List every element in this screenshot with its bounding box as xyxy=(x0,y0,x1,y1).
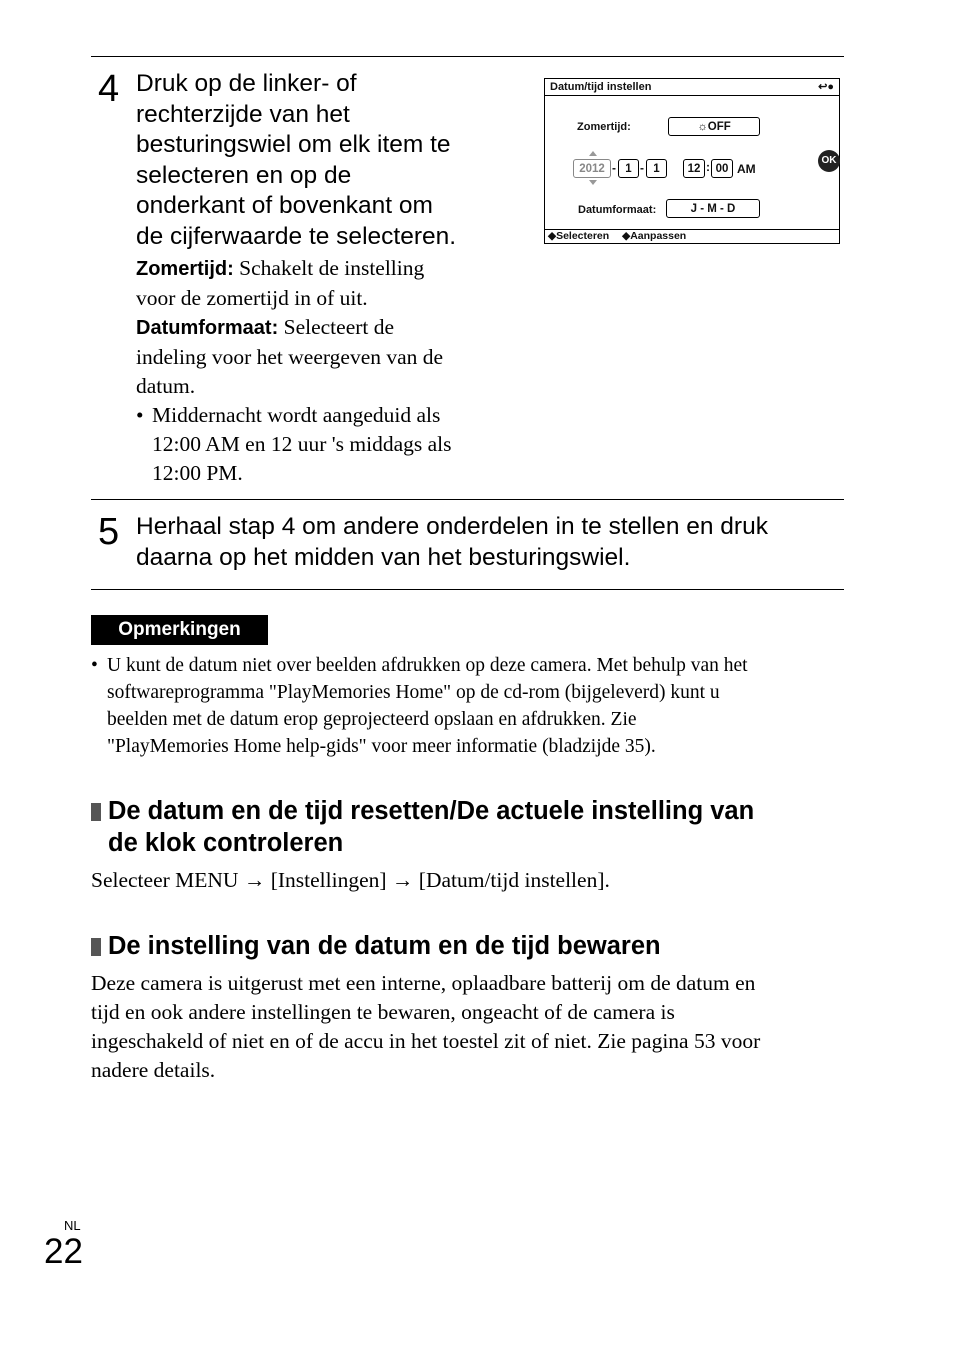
section-2-text xyxy=(91,969,760,1085)
date-separator: - xyxy=(612,161,616,175)
screen-title: Datum/tijd instellen xyxy=(550,81,652,93)
screen-day: 1 xyxy=(646,159,667,178)
step-4-heading-line: Druk op de linker- of xyxy=(136,70,357,97)
notes-line: U kunt de datum niet over beelden afdrukken op deze camera. Met behulp van het xyxy=(107,655,748,676)
section-1-text-line: Selecteer MENU → [Instellingen] → [Datum/tijd instellen]. xyxy=(91,868,610,892)
screen-minute: 00 xyxy=(711,159,733,178)
page-number: 22 xyxy=(44,1232,83,1271)
section-2-text-line: tijd en ook andere instellingen te bewaren, ongeacht of de camera is xyxy=(91,1000,675,1024)
ok-icon: OK xyxy=(818,150,840,172)
step-4-details xyxy=(136,254,452,488)
step-5-number: 5 xyxy=(98,511,120,553)
up-arrow-icon xyxy=(589,151,597,156)
screen-adjust-hint: ◆Aanpassen xyxy=(622,230,687,242)
datumformaat-term: Datumformaat: xyxy=(136,317,279,339)
step-4-heading-line: onderkant of bovenkant om xyxy=(136,192,433,219)
step-4-heading-line: rechterzijde van het xyxy=(136,100,350,128)
down-arrow-icon xyxy=(589,180,597,185)
date-separator: - xyxy=(640,161,644,175)
section-marker-icon xyxy=(91,938,101,956)
section-2-text-line: nadere details. xyxy=(91,1058,216,1082)
screen-hour: 12 xyxy=(683,159,705,178)
top-rule xyxy=(91,56,844,57)
divider-rule xyxy=(91,589,844,590)
step-4-heading-line: de cijferwaarde te selecteren. xyxy=(136,222,457,250)
section-2-heading-line: De instelling van de datum en de tijd bewaren xyxy=(108,932,661,960)
section-1-heading-line: de klok controleren xyxy=(108,829,344,857)
screen-zomertijd-value: ☼OFF xyxy=(668,117,760,136)
step-4-number: 4 xyxy=(98,68,120,110)
screen-select-hint: ◆Selecteren xyxy=(548,230,610,242)
datumformaat-desc-cont: indeling voor het weergeven van de xyxy=(136,345,444,369)
notes-line: beelden met de datum erop geprojecteerd opslaan en afdrukken. Zie xyxy=(107,709,637,730)
step-5-heading-line: Herhaal stap 4 om andere onderdelen in te stellen en druk xyxy=(136,513,768,540)
screen-datumformaat-label: Datumformaat: xyxy=(578,204,657,216)
bullet-icon: • xyxy=(136,403,144,427)
bullet-text-cont: 12:00 PM. xyxy=(152,461,243,485)
screen-datumformaat-value: J - M - D xyxy=(666,199,760,218)
screen-year: 2012 xyxy=(573,159,611,178)
section-2-text-line: Deze camera is uitgerust met een interne, oplaadbare batterij om de datum en xyxy=(91,971,756,995)
notes-line: softwareprogramma "PlayMemories Home" op de cd-rom (bijgeleverd) kunt u xyxy=(107,682,720,703)
screen-zomertijd-label: Zomertijd: xyxy=(577,121,631,133)
datumformaat-desc-cont: datum. xyxy=(136,374,196,398)
zomertijd-desc-cont: voor de zomertijd in of uit. xyxy=(136,286,368,310)
section-1-heading xyxy=(108,795,754,859)
bullet-icon: • xyxy=(91,655,98,676)
screen-bottombar xyxy=(545,229,839,243)
step-5-heading xyxy=(136,512,768,573)
camera-screen xyxy=(544,78,840,244)
zomertijd-term: Zomertijd: xyxy=(136,258,234,280)
step-4-heading xyxy=(136,69,456,252)
bullet-text-cont: 12:00 AM en 12 uur 's middags als xyxy=(152,432,452,456)
screen-month: 1 xyxy=(618,159,639,178)
step-4-heading-line: besturingswiel om elk item te xyxy=(136,131,451,158)
section-1-text xyxy=(91,866,610,895)
bullet-item xyxy=(136,401,452,430)
section-2-heading xyxy=(108,930,661,962)
notes-line: "PlayMemories Home help-gids" voor meer informatie (bladzijde 35). xyxy=(107,736,656,757)
section-2-text-line: ingeschakeld of niet en of de accu in het toestel zit of niet. Zie pagina 53 voor xyxy=(91,1029,761,1053)
section-1-heading-line: De datum en de tijd resetten/De actuele instelling van xyxy=(108,797,755,825)
screen-ampm: AM xyxy=(737,162,756,176)
return-icon: ↩● xyxy=(818,81,834,93)
screen-titlebar xyxy=(545,79,839,96)
bullet-text: Middernacht wordt aangeduid als xyxy=(152,403,441,427)
step-5-heading-line: daarna op het midden van het besturingswiel. xyxy=(136,543,631,571)
step-4-heading-line: selecteren en op de xyxy=(136,161,352,189)
zomertijd-desc: Schakelt de instelling xyxy=(239,256,425,280)
notes-text xyxy=(91,652,851,760)
divider-rule xyxy=(91,499,844,500)
datumformaat-desc: Selecteert de xyxy=(283,315,395,339)
section-marker-icon xyxy=(91,803,101,821)
time-separator: : xyxy=(706,160,710,174)
page-language: NL xyxy=(64,1218,81,1233)
notes-tag: Opmerkingen xyxy=(91,615,268,645)
